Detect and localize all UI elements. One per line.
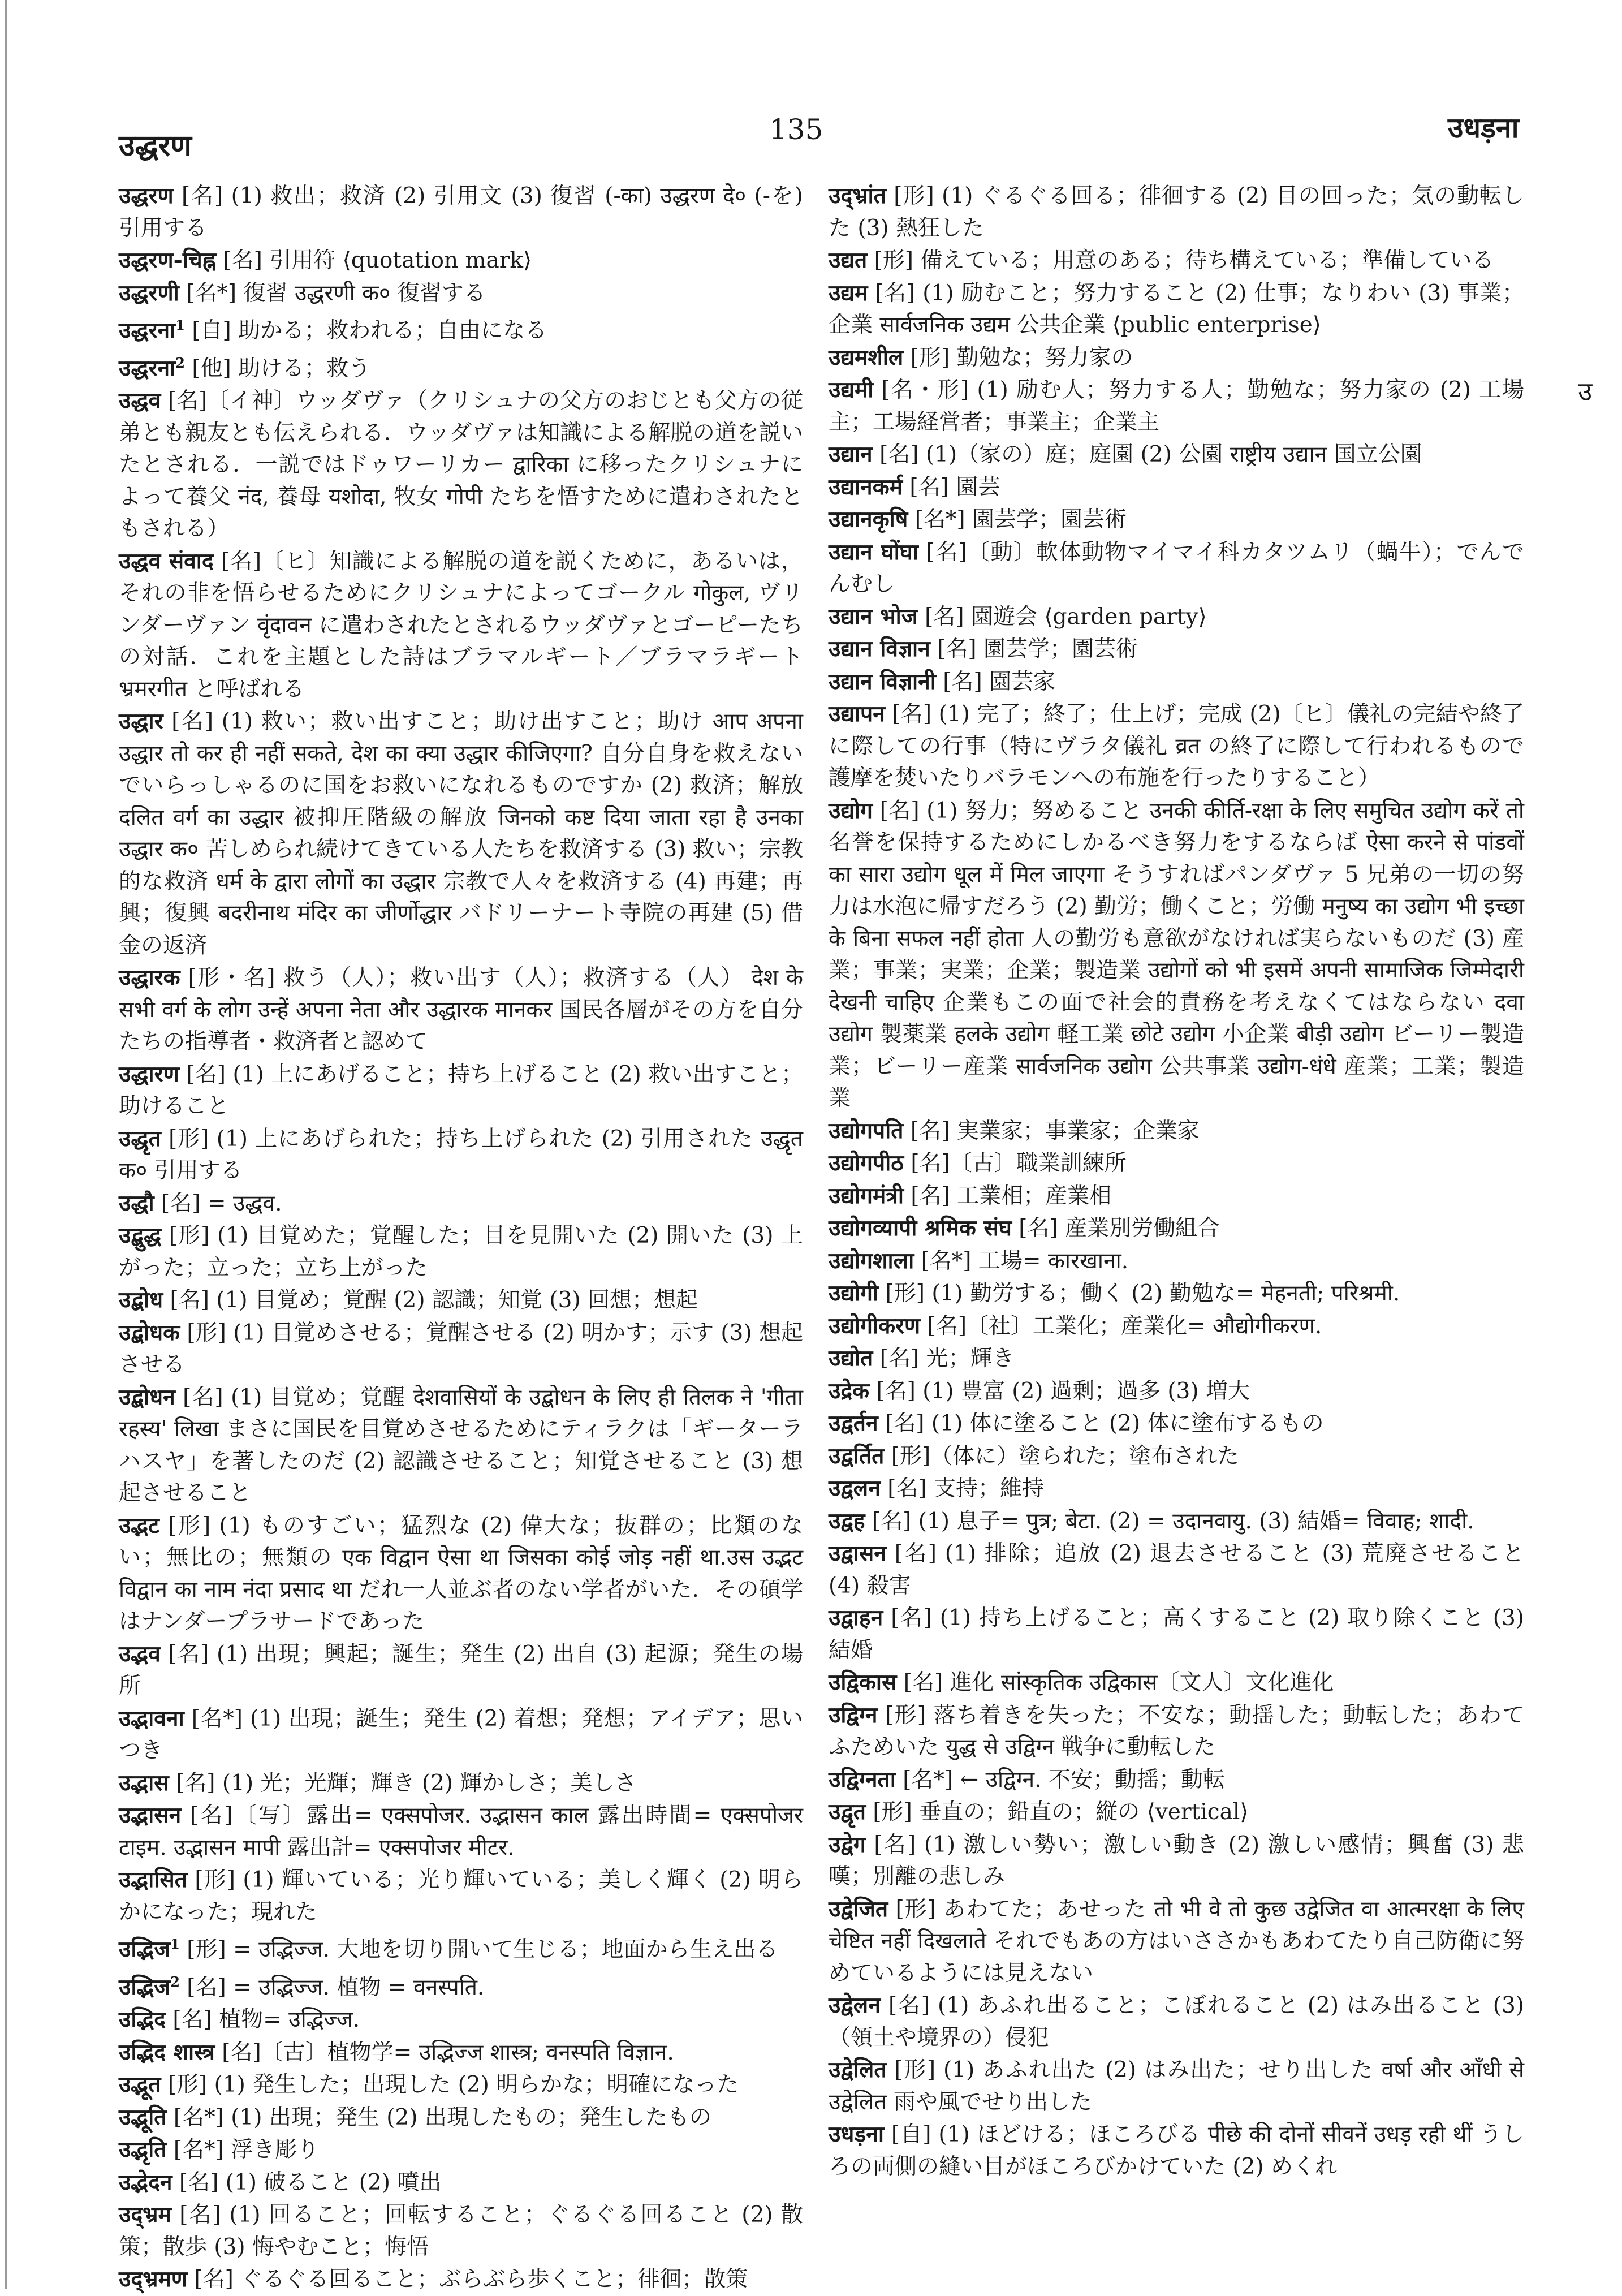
definition: [名] (1) 排除；追放 (2) 退去させること (3) 荒廃させること (4) 殺害: [829, 1541, 1524, 1599]
dictionary-entry: [829, 1310, 1524, 1343]
dictionary-entry: [829, 536, 1524, 601]
definition: [名] (1) 激しい勢い；激しい動き (2) 激しい感情；興奮 (3) 悲嘆；別離の悲しみ: [829, 1832, 1524, 1889]
dictionary-entry: [119, 385, 803, 545]
homograph-number: 1: [170, 1936, 180, 1952]
dictionary-entry: [119, 2134, 803, 2166]
definition: [名] 産業別労働組合: [1011, 1216, 1220, 1241]
definition: [名] (1) 救い；救い出すこと；助け出すこと；助け आप अपना उद्धार तो कर ही नहीं सकते, देश का क्या उद्धार कीजिएगा? 自分自身を救えないでいらっしゃるのに国をお救いになれるものですか (2) 救済；解放 दलित वर्ग का उद्धार 被抑圧階級の解放 जिनको कष्ट दिया जाता रहा है उनका उद्धार क० 苦しめられ続けてきている人たちを救済する (3) 救い；宗教的な救済 धर्म के द्वारा लोगों का उद्धार 宗教で人々を救済する (4) 再建；再興；復興 बदरीनाथ मंदिर का जीर्णोद्धार バドリーナート寺院の再建 (5) 借金の返済: [119, 709, 803, 958]
headword: उद्वाहन: [829, 1605, 883, 1631]
definition: [名] 植物= उद्भिज्ज.: [165, 2007, 360, 2032]
headword: उद्वर्तित: [829, 1442, 885, 1469]
dictionary-entry: [119, 244, 803, 277]
dictionary-entry: [119, 1510, 803, 1638]
headword: उद्भिद: [119, 2006, 166, 2032]
dictionary-entry: [829, 1375, 1524, 1408]
definition: [名] (1) 励むこと；努力すること (2) 仕事；なりわい (3) 事業；企業 सार्वजनिक उद्यम 公共企業 ⟨public enterprise⟩: [829, 280, 1524, 338]
dictionary-entry: [119, 1864, 803, 1928]
dictionary-entry: [829, 1407, 1524, 1440]
dictionary-entry: [829, 1212, 1524, 1245]
headword: उद्धृत: [119, 1125, 161, 1152]
definition: [名] 園芸学；園芸術: [930, 636, 1138, 662]
dictionary-entry: [829, 1602, 1524, 1666]
headword: उद्रेक: [829, 1377, 870, 1404]
dictionary-entry: [829, 1796, 1524, 1829]
headword: उद्भेदन: [119, 2169, 172, 2195]
dictionary-entry: [119, 2166, 803, 2199]
definition: [形] (1) 目覚めた；覚醒した；目を見開いた (2) 開いた (3) 上がった；立った；立ち上がった: [119, 1223, 803, 1281]
headword: उद्भिज: [119, 1936, 171, 1962]
dictionary-entry: [829, 1829, 1524, 1893]
headword: उद्यम: [829, 279, 868, 306]
dictionary-entry: [119, 705, 803, 962]
headword: उद्धव: [119, 387, 161, 413]
headword: उद्भव: [119, 1640, 161, 1667]
headword: उद्भावना: [119, 1705, 184, 1731]
headword: उद्यमी: [829, 377, 874, 403]
dictionary-entry: [829, 374, 1524, 438]
headword: उद्यमशील: [829, 344, 904, 371]
headword: उद्बोध: [119, 1287, 163, 1313]
definition: [名] ぐるぐる回ること；ぶらぶら歩くこと；徘徊；散策: [187, 2267, 748, 2292]
definition: [名] (1)（家の）庭；庭園 (2) 公園 राष्ट्रीय उद्यान 国立公園: [872, 442, 1422, 467]
dictionary-entry: [119, 2036, 803, 2069]
headword: उद्भृति: [119, 2136, 167, 2163]
definition: [名*] 復習 उद्धरणी क० 復習する: [179, 280, 486, 306]
definition: [他] 助ける；救う: [184, 355, 371, 381]
dictionary-entry: [829, 1893, 1524, 1990]
headword: उद्विकास: [829, 1669, 897, 1695]
dictionary-entry: [829, 180, 1524, 244]
definition: [名*] 浮き彫り: [166, 2137, 320, 2163]
homograph-number: 2: [170, 1973, 180, 1990]
definition: [名] 実業家；事業家；企業家: [903, 1118, 1200, 1144]
headword: उद्योगव्यापी श्रमिक संघ: [829, 1215, 1012, 1241]
definition: [名] 進化 सांस्कृतिक उद्विकास〔文人〕文化進化: [896, 1670, 1334, 1695]
headword: उद्भ्रम: [119, 2202, 171, 2228]
headword: उद्वर्तन: [829, 1410, 878, 1436]
left-guide-word: उद्धरण: [119, 128, 192, 163]
right-column: [829, 180, 1524, 2183]
headword: उद्धौ: [119, 1190, 154, 1216]
dictionary-entry: [119, 277, 803, 310]
definition: [名] (1) 光；光輝；輝き (2) 輝かしさ；美しさ: [169, 1770, 637, 1796]
headword: उद्यान: [829, 441, 873, 467]
definition: [名] (1) 救出；救済 (2) 引用文 (3) 復習 (-का) उद्धरण दे० (-を) 引用する: [119, 183, 803, 241]
dictionary-entry: [829, 1440, 1524, 1473]
definition: [名]〔ヒ〕知識による解脱の道を説くために，あるいは，それの非を悟らせるためにクリシュナによってゴークル गोकुल, ヴリンダーヴァン वृंदावन に遣わされたとされるウッダヴァとゴーピーたちの対話．これを主題とした詩はブラマルギート／ブラマラギート भ्रमरगीत と呼ばれる: [119, 548, 803, 702]
headword: उद्धरण-चिह्न: [119, 247, 216, 273]
dictionary-entry: [829, 1666, 1524, 1699]
definition: [名*] (1) 出現；誕生；発生 (2) 着想；発想；アイデア；思いつき: [119, 1705, 803, 1763]
headword: उद्विग्न: [829, 1701, 878, 1728]
headword: उद्यत: [829, 247, 868, 273]
definition: [名] (1) 息子= पुत्र; बेटा. (2) = उदानवायु. (3) 結婚= विवाह; शादी.: [865, 1508, 1474, 1534]
headword: उद्भासित: [119, 1867, 187, 1893]
definition: [名]〔社〕工業化；産業化= औद्योगीकरण.: [920, 1313, 1322, 1339]
homograph-number: 2: [175, 354, 185, 371]
definition: [自] 助かる；救われる；自由になる: [184, 318, 547, 343]
definition: [形] 備えている；用意のある；待ち構えている；準備している: [867, 248, 1494, 273]
dictionary-entry: [119, 1966, 803, 2004]
definition: [形] (1) ものすごい；猛烈な (2) 偉大な；抜群の；比類のない；無比の；無類の एक विद्वान ऐसा था जिसका कोई जोड़ नहीं था.उस उद्भट विद्वान का नाम नंदा प्रसाद था だれ一人並ぶ者のない学者がいた．その碩学はナンダープラサードであった: [119, 1513, 803, 1634]
definition: [形] (1) 輝いている；光り輝いている；美しく輝く (2) 明らかになった；現れた: [119, 1867, 803, 1925]
dictionary-entry: [829, 2118, 1524, 2183]
definition: [名] 支持；維持: [880, 1476, 1045, 1501]
definition: [名] = उद्धव.: [154, 1190, 282, 1216]
definition: [名] (1) 目覚め；覚醒 देशवासियों के उद्बोधन के लिए ही तिलक ने 'गीता रहस्य' लिखा まさに国民を目覚めさせるためにティラクは「ギーターラハスヤ」を著したのだ (2) 認識させること；知覚させること (3) 想起させること: [119, 1384, 803, 1506]
headword: उद्भ्रांत: [829, 183, 886, 209]
definition: [名*] 工場= कारखाना.: [914, 1248, 1129, 1274]
headword: उद्धरण: [119, 183, 174, 209]
scan-edge-line: [5, 0, 7, 2289]
definition: [形] あわてた；あせった तो भी वे तो कुछ उद्वेजित वा आत्मरक्षा के लिए चेष्टित नहीं दिखलाते それでもあの方はいささかもあわてたり自己防衛に努めているようには見えない: [829, 1896, 1524, 1986]
definition: [形] (1) 発生した；出現した (2) 明らかな；明確になった: [161, 2072, 739, 2097]
dictionary-entry: [119, 309, 803, 347]
left-column: [119, 180, 803, 2296]
definition: [名*] (1) 出現；発生 (2) 出現したもの；発生したもの: [166, 2104, 711, 2130]
headword: उधड़ना: [829, 2121, 884, 2147]
definition: [形] 勤勉な；努力家の: [903, 344, 1133, 371]
dictionary-entry: [829, 1277, 1524, 1310]
definition: [名] 園芸: [902, 474, 1000, 500]
headword: उद्वेजित: [829, 1896, 888, 1922]
headword: उद्भिद शास्त्र: [119, 2039, 215, 2065]
definition: [名] (1) 努力；努めること उनकी कीर्ति-रक्षा के लिए समुचित उद्योग करें तो 名誉を保持するためにしかるべき努力をするならば ऐसा करने से पांडवों का सारा उद्योग धूल में मिल जाएगा そうすればパンダヴァ 5 兄弟の一切の努力は水泡に帰すだろう (2) 勤労；働くこと；労働 मनुष्य का उद्योग भी इच्छा के बिना सफल नहीं होता 人の勤労も意欲がなければ実らないものだ (3) 産業；事業；実業；企業；製造業 उद्योगों को भी इसमें अपनी सामाजिक जिम्मेदारी देखनी चाहिए 企業もこの面で社会的責務を考えなくてはならない दवा उद्योग 製薬業 हलके उद्योग 軽工業 छोटे उद्योग 小企業 बीड़ी उद्योग ビーリー製造業；ビーリー産業 सार्वजनिक उद्योग 公共事業 उद्योग-धंधे 産業；工業；製造業: [829, 798, 1524, 1111]
headword: उद्योगशाला: [829, 1247, 914, 1274]
headword: उद्भिज: [119, 1974, 171, 2000]
dictionary-entry: [119, 545, 803, 706]
dictionary-entry: [829, 1342, 1524, 1375]
dictionary-entry: [829, 666, 1524, 699]
headword: उद्धारण: [119, 1061, 179, 1087]
dictionary-entry: [119, 1767, 803, 1800]
definition: [名] 園遊会 ⟨garden party⟩: [917, 604, 1207, 630]
headword: उद्धारक: [119, 964, 180, 990]
headword: उद्वासन: [829, 1540, 886, 1566]
definition: [名] 光；輝き: [873, 1346, 1015, 1371]
definition: [名]〔古〕職業訓練所: [903, 1151, 1127, 1176]
dictionary-entry: [119, 1058, 803, 1123]
headword: उद्वेलन: [829, 1992, 881, 2018]
definition: [自] (1) ほどける；ほころびる पीछे की दोनों सीवनें उधड़ रही थीं うしろの両側の縫い目がほころびかけていた (2) めくれ: [829, 2122, 1524, 2179]
dictionary-entry: [829, 2054, 1524, 2118]
dictionary-entry: [829, 1505, 1524, 1538]
definition: [名]〔動〕軟体動物マイマイ科カタツムリ（蝸牛）；でんでんむし: [829, 539, 1524, 597]
headword: उद्भट: [119, 1512, 159, 1539]
headword: उद्भासन: [119, 1802, 182, 1828]
dictionary-entry: [119, 1381, 803, 1510]
headword: उद्यानकर्म: [829, 473, 903, 500]
dictionary-entry: [829, 503, 1524, 536]
headword: उद्योग: [829, 797, 873, 824]
headword: उद्वलन: [829, 1475, 881, 1501]
headword: उद्यानकृषि: [829, 506, 908, 532]
dictionary-entry: [829, 1245, 1524, 1278]
dictionary-entry: [829, 1147, 1524, 1180]
headword: उद्वेग: [829, 1831, 866, 1858]
dictionary-entry: [119, 1317, 803, 1381]
headword: उद्वह: [829, 1507, 865, 1534]
dictionary-entry: [119, 1703, 803, 1767]
headword: उद्बुद्ध: [119, 1222, 162, 1248]
definition: [名*] ← उद्विग्न. 不安；動揺；動転: [895, 1767, 1225, 1793]
dictionary-entry: [119, 1220, 803, 1284]
dictionary-entry: [829, 471, 1524, 504]
dictionary-entry: [829, 1537, 1524, 1602]
definition: [形] (1) 上にあげられた；持ち上げられた (2) 引用された उद्धृत क० 引用する: [119, 1126, 803, 1183]
dictionary-entry: [119, 1123, 803, 1187]
headword: उद्यान भोज: [829, 603, 918, 630]
definition: [名] (1) 体に塗ること (2) 体に塗布するもの: [878, 1411, 1324, 1436]
headword: उद्धरना: [119, 317, 176, 343]
dictionary-entry: [119, 1187, 803, 1220]
dictionary-entry: [829, 633, 1524, 666]
dictionary-entry: [829, 244, 1524, 277]
definition: [名] (1) 持ち上げること；高くすること (2) 取り除くこと (3) 結婚: [829, 1605, 1524, 1663]
headword: उद्यान घोंघा: [829, 539, 918, 565]
headword: उद्धरणी: [119, 279, 179, 306]
dictionary-entry: [829, 1180, 1524, 1213]
dictionary-entry: [829, 1115, 1524, 1148]
definition: [形] = उद्भिज्ज. 大地を切り開いて生じる；地面から生え出る: [179, 1937, 778, 1962]
dictionary-entry: [829, 277, 1524, 342]
dictionary-entry: [829, 1699, 1524, 1764]
headword: उद्बोधन: [119, 1384, 175, 1410]
definition: [形]（体に）塗られた；塗布された: [884, 1443, 1240, 1469]
definition: [名]〔イ神〕ウッダヴァ（クリシュナの父方のおじとも父方の従弟とも親友とも伝えられる．ウッダヴァは知識による解脱の道を説いたとされる．一説ではドゥワーリカー द्वारिका に移ったクリシュナによって養父 नंद, 養母 यशोदा, 牧女 गोपी たちを悟すために遣わされたともされる）: [119, 388, 803, 541]
definition: [名] (1) 目覚め；覚醒 (2) 認識；知覚 (3) 回想；想起: [163, 1287, 698, 1313]
dictionary-entry: [119, 2199, 803, 2263]
dictionary-entry: [829, 1989, 1524, 2054]
headword: उद्योगपीठ: [829, 1150, 904, 1176]
headword: उद्धरना: [119, 355, 176, 381]
definition: [形] (1) 目覚めさせる；覚醒させる (2) 明かす；示す (3) 想起させる: [119, 1320, 803, 1377]
definition: [名*] 園芸学；園芸術: [908, 507, 1127, 532]
definition: [形] 垂直の；鉛直の；縦の ⟨vertical⟩: [866, 1799, 1249, 1825]
definition: [名] (1) 豊富 (2) 過剰；過多 (3) 増大: [869, 1378, 1250, 1404]
definition: [形] 落ち着きを失った；不安な；動揺した；動転した；あわてふためいた युद्ध से उद्विग्न 戦争に動転した: [829, 1702, 1524, 1760]
dictionary-entry: [119, 1799, 803, 1864]
definition: [名] (1) 回ること；回転すること；ぐるぐる回ること (2) 散策；散歩 (3) 悔やむこと；悔悟: [119, 2202, 803, 2260]
dictionary-entry: [119, 2004, 803, 2036]
headword: उद्योगपति: [829, 1117, 904, 1144]
homograph-number: 1: [175, 317, 185, 333]
side-index-letter: उ: [1578, 376, 1593, 407]
definition: [形・名] 救う（人）；救い出す（人）；救済する（人） देश के सभी वर्ग के लोग उन्हें अपना नेता और उद्धारक मानकर 国民各層がその方を自分たちの指導者・救済者と認めて: [119, 965, 803, 1054]
definition: [名] 工業相；産業相: [903, 1183, 1112, 1209]
headword: उद्विग्नता: [829, 1766, 896, 1793]
definition: [名] (1) あふれ出ること；こぼれること (2) はみ出ること (3)（領土や境界の）侵犯: [829, 1993, 1524, 2051]
dictionary-entry: [829, 1472, 1524, 1505]
definition: [名] 引用符 ⟨quotation mark⟩: [216, 248, 532, 273]
headword: उद्यान विज्ञान: [829, 636, 930, 662]
definition: [形] (1) 勤労する；働く (2) 勤勉な= मेहनती; परिश्रमी.: [878, 1281, 1400, 1306]
dictionary-entry: [119, 1284, 803, 1317]
definition: [形] (1) ぐるぐる回る；徘徊する (2) 目の回った；気の動転した (3) 熱狂した: [829, 183, 1524, 241]
right-guide-word: उधड़ना: [1448, 111, 1519, 144]
headword: उद्भूत: [119, 2071, 161, 2097]
definition: [形] (1) あふれ出た (2) はみ出た；せり出した वर्षा और आँधी से उद्वेलित 雨や風でせり出した: [829, 2057, 1524, 2115]
dictionary-entry: [829, 795, 1524, 1115]
dictionary-entry: [119, 2069, 803, 2101]
headword: उद्यान विज्ञानी: [829, 668, 936, 695]
dictionary-entry: [119, 1638, 803, 1703]
headword: उद्योगमंत्री: [829, 1182, 904, 1209]
definition: [名]〔古〕植物学= उद्भिज्ज शास्त्र; वनस्पति विज्ञान.: [214, 2039, 674, 2065]
headword: उद्भ्रमण: [119, 2266, 188, 2292]
dictionary-entry: [119, 1928, 803, 1966]
dictionary-entry: [119, 962, 803, 1058]
headword: उद्धार: [119, 708, 163, 734]
dictionary-entry: [829, 342, 1524, 374]
definition: [名] = उद्भिज्ज. 植物 = वनस्पति.: [179, 1974, 485, 2000]
definition: [名]〔写〕露出= एक्सपोजर. उद्भासन काल 露出時間= एक्सपोजर टाइम. उद्भासन मापी 露出計= एक्सपोजर मीटर.: [119, 1803, 803, 1860]
dictionary-entry: [829, 601, 1524, 634]
page-number: 135: [769, 113, 823, 146]
definition: [名] 園芸家: [935, 669, 1056, 695]
headword: उद्धव संवाद: [119, 548, 214, 574]
dictionary-entry: [829, 1764, 1524, 1797]
headword: उद्योत: [829, 1345, 873, 1371]
headword: उद्वेलित: [829, 2057, 887, 2083]
headword: उद्बोधक: [119, 1319, 180, 1346]
dictionary-entry: [119, 2263, 803, 2296]
definition: [名] (1) 完了；終了；仕上げ；完成 (2)〔ヒ〕儀礼の完結や終了に際しての行事（特にヴラタ儀礼 व्रत の終了に際して行われるもので護摩を焚いたりバラモンへの布施を行ったりすること）: [829, 701, 1524, 791]
definition: [名] (1) 破ること (2) 噴出: [172, 2169, 442, 2195]
headword: उद्भास: [119, 1769, 169, 1796]
definition: [名] (1) 出現；興起；誕生；発生 (2) 出自 (3) 起源；発生の場所: [119, 1641, 803, 1699]
dictionary-entry: [119, 180, 803, 244]
headword: उद्योगी: [829, 1280, 879, 1306]
headword: उद्योगीकरण: [829, 1312, 921, 1339]
definition: [名・形] (1) 励む人；努力する人；勤勉な；努力家の (2) 工場主；工場経営者；事業主；企業主: [829, 377, 1524, 435]
definition: [名] (1) 上にあげること；持ち上げること (2) 救い出すこと；助けること: [119, 1061, 803, 1119]
headword: उद्वृत: [829, 1799, 866, 1825]
dictionary-entry: [119, 347, 803, 385]
dictionary-entry: [119, 2101, 803, 2134]
headword: उद्भूति: [119, 2104, 167, 2130]
dictionary-entry: [829, 698, 1524, 795]
dictionary-entry: [829, 438, 1524, 471]
headword: उद्यापन: [829, 701, 885, 727]
